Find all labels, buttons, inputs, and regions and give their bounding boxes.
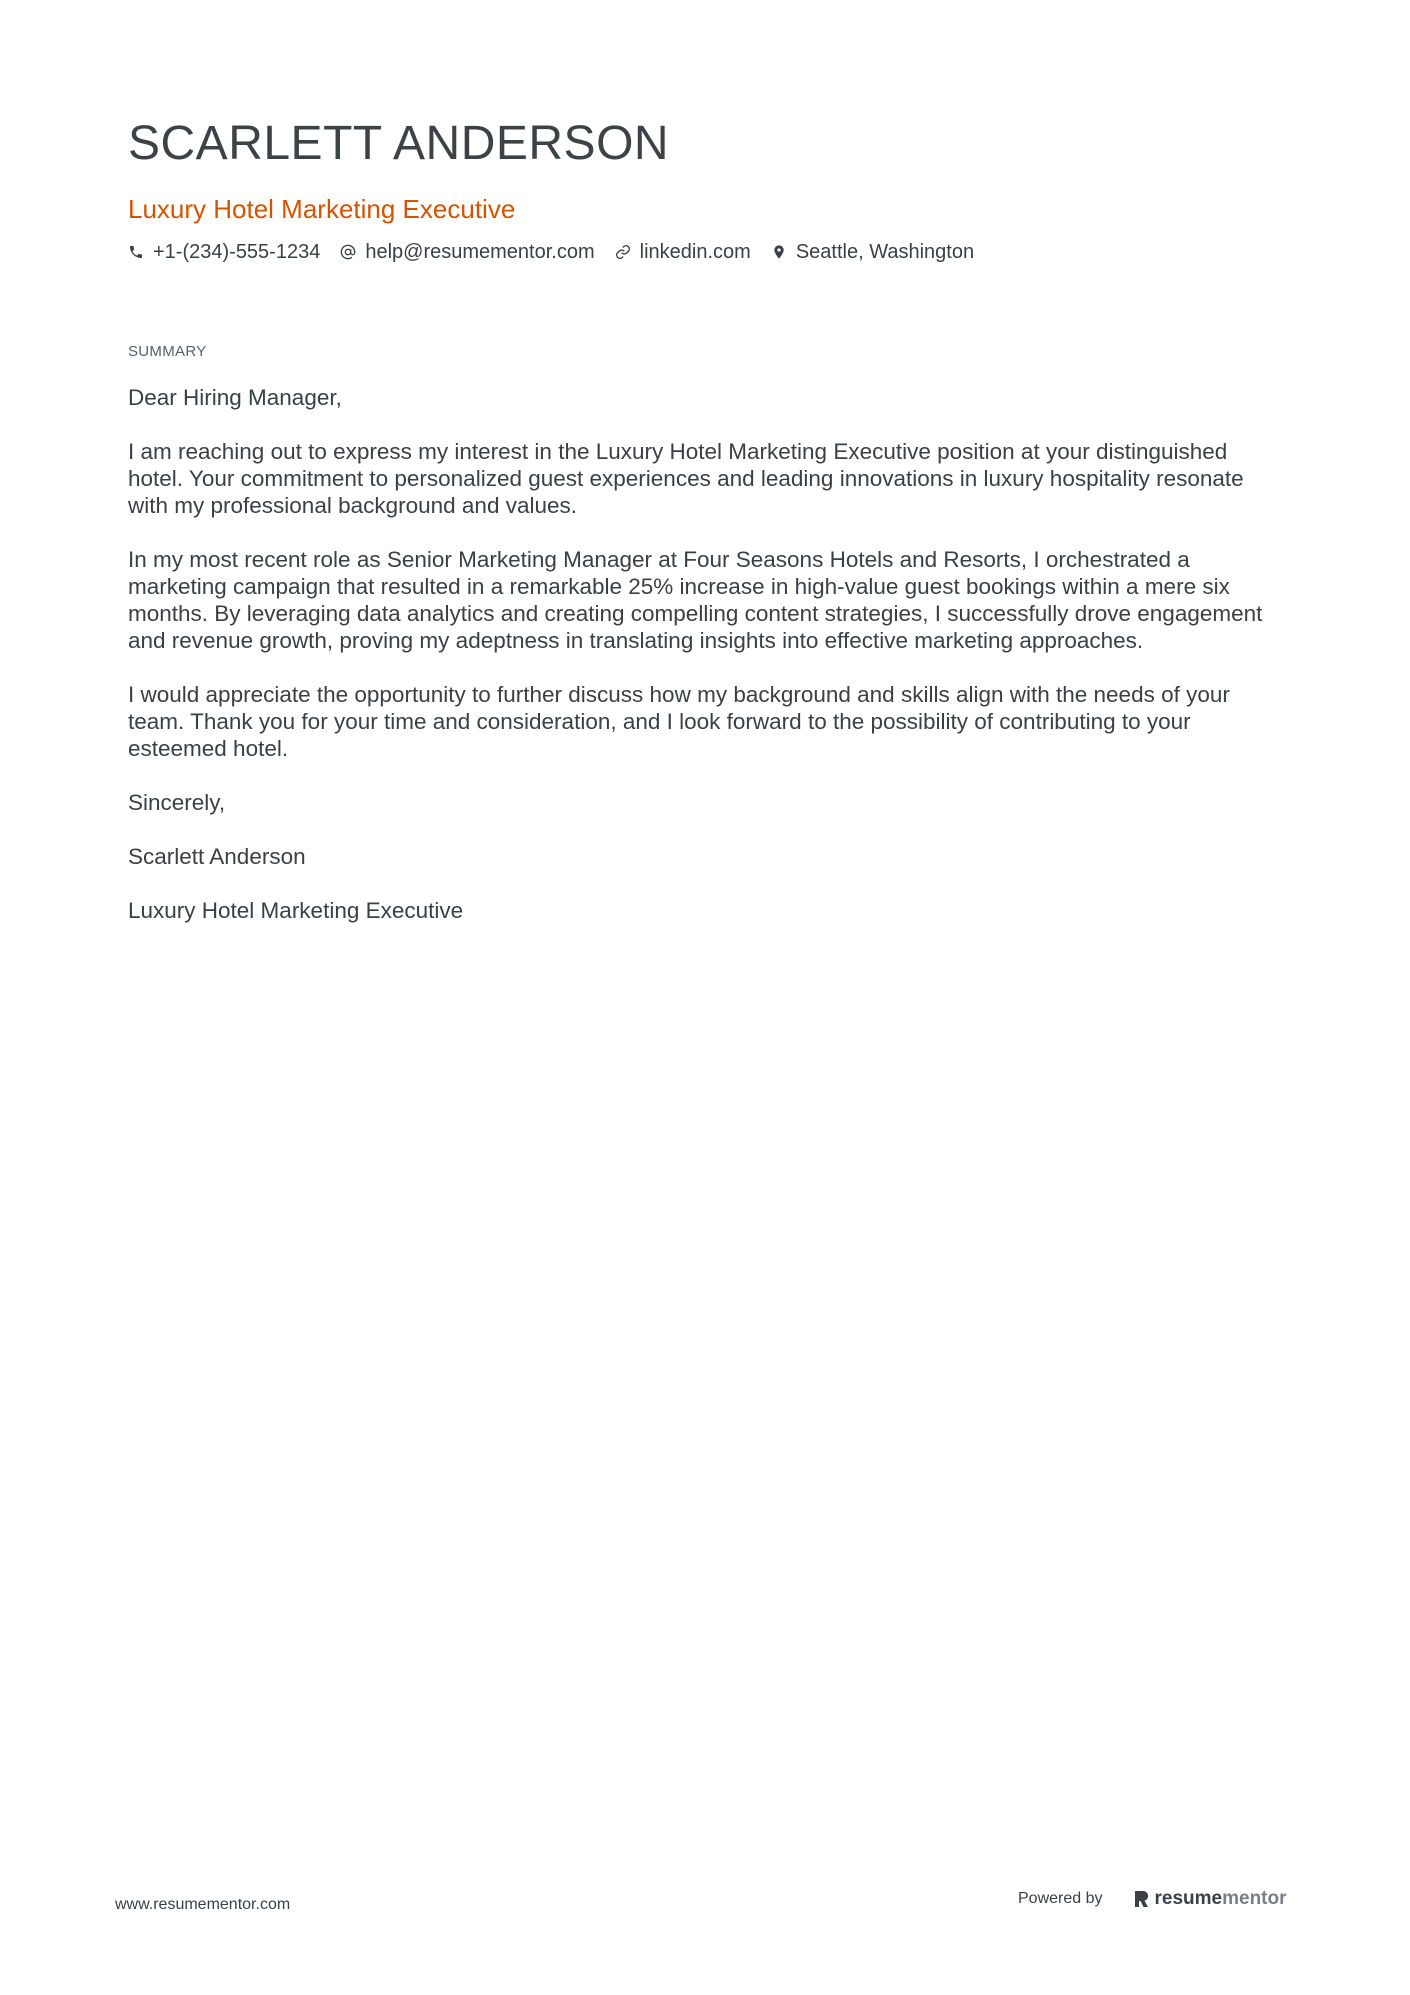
candidate-name: SCARLETT ANDERSON [128,117,670,170]
signature-name: Scarlett Anderson [128,844,306,869]
letter-closing: Sincerely, [128,790,226,815]
footer-powered-by [1018,1888,1287,1910]
cover-letter-body [128,384,1288,924]
brand-text-resume: resume [1154,1888,1223,1909]
letter-paragraph: I would appreciate the opportunity to further discuss how my background and skills align with the needs of your team. Thank you for your time and consideration, and I look forward to the possibility of contributing to your esteemed hotel. [128,682,1230,761]
candidate-title: Luxury Hotel Marketing Executive [128,194,516,224]
location-text: Seattle, Washington [795,241,975,263]
footer-website[interactable]: www.resumementor.com [115,1896,291,1913]
link-icon [615,244,631,260]
contact-linkedin[interactable] [615,238,751,266]
location-pin-icon [771,244,787,260]
section-heading-summary: SUMMARY [128,343,207,360]
resumementor-logo-icon [1133,1889,1151,1909]
resume-page [128,112,1288,951]
email-text[interactable]: help@resumementor.com [365,241,595,263]
contact-email[interactable] [340,238,594,266]
contact-phone [128,238,320,266]
at-icon [340,244,356,260]
brand-text-mentor: mentor [1222,1888,1287,1909]
phone-text: +1-(234)-555-1234 [153,241,321,263]
letter-paragraph: I am reaching out to express my interest in the Luxury Hotel Marketing Executive position at your distinguished hotel. Your commitment to personalized guest experiences and leading innovations in luxury hospitality resonate with my professional background and values. [128,439,1244,518]
powered-by-label: Powered by [1018,1890,1103,1907]
resumementor-logo[interactable] [1133,1888,1287,1910]
letter-salutation: Dear Hiring Manager, [128,385,342,410]
letter-paragraph: In my most recent role as Senior Marketing Manager at Four Seasons Hotels and Resorts, I orchestrated a marketing campaign that resulted in a remarkable 25% increase in high-value guest bookings within a mere six months. By leveraging data analytics and creating compelling content strategies, I successfully drove engagement and revenue growth, proving my adeptness in translating insights into effective marketing approaches. [128,547,1263,653]
phone-icon [128,244,144,260]
contact-location [771,238,974,266]
signature-title: Luxury Hotel Marketing Executive [128,898,464,923]
linkedin-text[interactable]: linkedin.com [639,241,751,263]
contact-bar [128,238,1288,266]
